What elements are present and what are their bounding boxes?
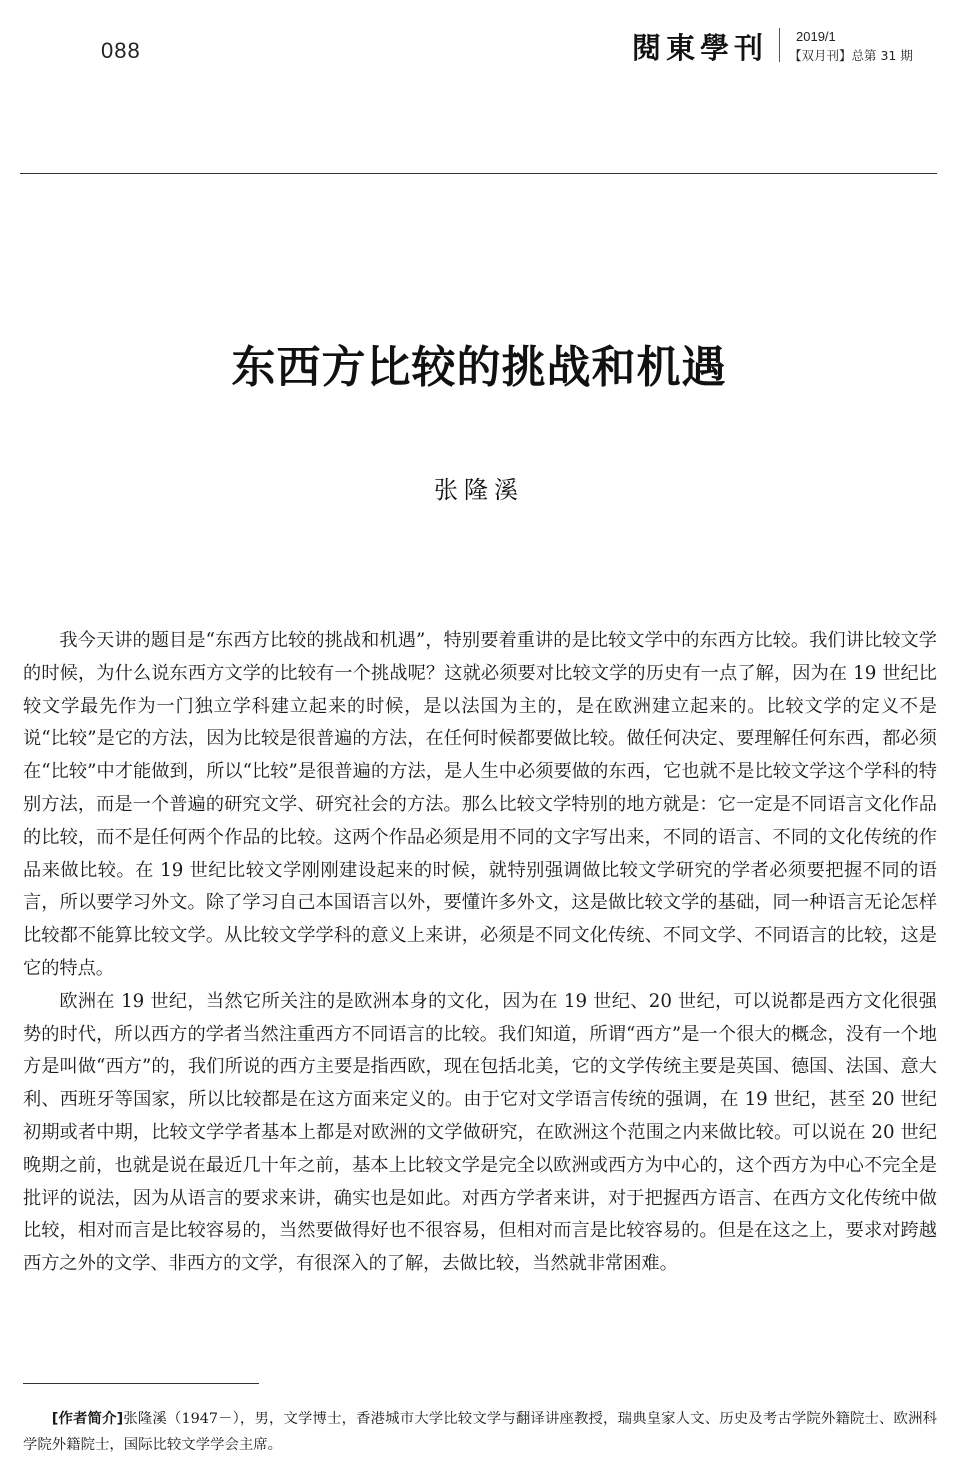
article-title: 东西方比较的挑战和机遇 [231,342,727,393]
body-paragraph: 我今天讲的题目是“东西方比较的挑战和机遇”，特别要着重讲的是比较文学中的东西方比较。我们讲比较文学的时候，为什么说东西方文学的比较有一个挑战呢？这就必须要对比较文学的历史有一点了解，因为在 19 世纪比较文学最先作为一门独立学科建立起来的时候，是以法国为主的，是在欧洲建立起来的。比较文学的定义不是说“比较”是它的方法，因为比较是很普遍的方法，在任何时候都要做比较。做任何决定、要理解任何东西，都必须在“比较”中才能做到，所以“比较”是很普遍的方法，是人生中必须要做的东西，它也就不是比较文学这个学科的特别方法，而是一个普遍的研究文学、研究社会的方法。那么比较文学特别的地方就是：它一定是不同语言文化作品的比较，而不是任何两个作品的比较。这两个作品必须是用不同的文字写出来，不同的语言、不同的文化传统的作品来做比较。在 19 世纪比较文学刚刚建设起来的时候，就特别强调做比较文学研究的学者必须要把握不同的语言，所以要学习外文。除了学习自己本国语言以外，要懂许多外文，这是做比较文学的基础，同一种语言无论怎样比较都不能算比较文学。从比较文学学科的意义上来讲，必须是不同文化传统、不同文学、不同语言的比较，这是它的特点。 [23,630,937,979]
issue-info: 【双月刊】总第 31 期 [789,48,913,63]
journal-name-logo: 閱東學刊 [632,31,769,65]
header-rule [20,173,937,174]
body-paragraph: 欧洲在 19 世纪，当然它所关注的是欧洲本身的文化，因为在 19 世纪、20 世纪，可以说都是西方文化很强势的时代，所以西方的学者当然注重西方不同语言的比较。我们知道，所谓“西方”是一个很大的概念，没有一个地方是叫做“西方”的，我们所说的西方主要是指西欧，现在包括北美，它的文学传统主要是英国、德国、法国、意大利、西班牙等国家，所以比较都是在这方面来定义的。由于它对文学语言传统的强调，在 19 世纪，甚至 20 世纪初期或者中期，比较文学学者基本上都是对欧洲的文学做研究，在欧洲这个范围之内来做比较。可以说在 20 世纪晚期之前，也就是说在最近几十年之前，基本上比较文学是完全以欧洲或西方为中心的，这个西方为中心不完全是批评的说法，因为从语言的要求来讲，确实也是如此。对西方学者来讲，对于把握西方语言、在西方文化传统中做比较，相对而言是比较容易的，当然要做得好也不很容易，但相对而言是比较容易的。但是在这之上，要求对跨越西方之外的文学、非西方的文学，有很深入的了解，去做比较，当然就非常困难。 [23,990,937,1275]
footnote-text: 张隆溪（1947－），男，文学博士，香港城市大学比较文学与翻译讲座教授，瑞典皇家人文、历史及考古学院外籍院士、欧洲科学院外籍院士，国际比较文学学会主席。 [23,1411,938,1453]
author-name: 张隆溪 [434,476,524,504]
page-number: 088 [101,38,141,63]
footnote-label: [作者简介] [51,1411,124,1427]
article-body [23,625,937,1281]
footnote-rule [23,1383,259,1384]
author-footnote [23,1406,937,1458]
header-separator [779,28,780,62]
issue-date: 2019/1 [796,29,836,44]
